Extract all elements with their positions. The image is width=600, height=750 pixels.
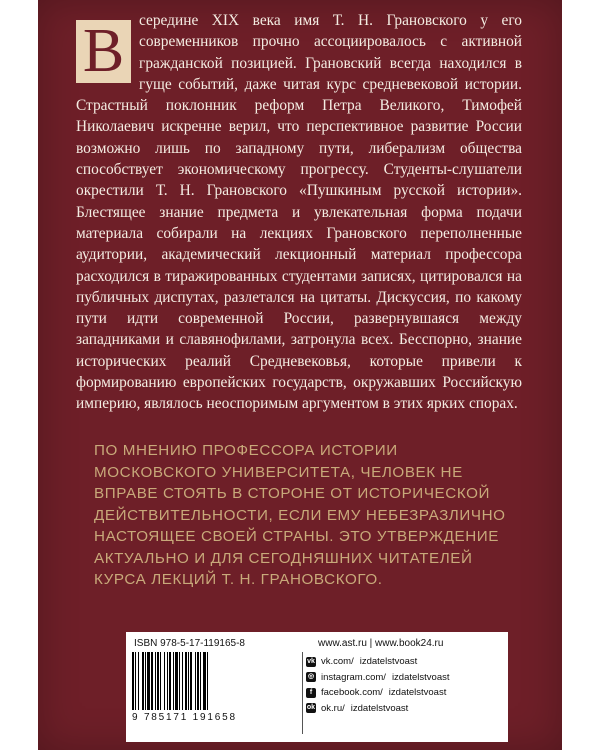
drop-cap: В bbox=[76, 20, 131, 83]
highlight-quote: ПО МНЕНИЮ ПРОФЕССОРА ИСТОРИИ МОСКОВСКОГО УНИВЕРСИТЕТА, ЧЕЛОВЕК НЕ ВПРАВЕ СТОЯТЬ В СТОРОНЕ ОТ ИСТОРИЧЕСКОЙ ДЕЙСТВИТЕЛЬНОСТИ, ЕСЛИ ЕМУ НЕБЕЗРАЗЛИЧНО НАСТОЯЩЕЕ СВОЕЙ СТРАНЫ. ЭТО УТВЕРЖДЕНИЕ АКТУАЛЬНО И ДЛЯ СЕГОДНЯШНИХ ЧИТАТЕЛЕЙ КУРСА ЛЕКЦИЙ Т. Н. ГРАНОВСКОГО. bbox=[94, 442, 506, 588]
social-handle: izdatelstvoast bbox=[391, 671, 450, 683]
vk-icon: vk bbox=[307, 657, 315, 665]
publisher-websites: www.ast.ru | www.book24.ru bbox=[318, 638, 444, 649]
social-links bbox=[306, 654, 502, 716]
social-url: facebook.com/ bbox=[321, 687, 383, 699]
barcode-number: 9 785171 191658 bbox=[132, 712, 237, 723]
main-text-block bbox=[76, 10, 522, 415]
social-url: instagram.com/ bbox=[321, 671, 386, 683]
barcode bbox=[132, 652, 294, 710]
publisher-info-box bbox=[126, 632, 508, 742]
social-url: vk.com/ bbox=[321, 656, 354, 668]
divider bbox=[302, 652, 303, 734]
social-link bbox=[306, 701, 502, 717]
ok-icon: ok bbox=[306, 704, 316, 712]
social-handle: izdatelstvoast bbox=[388, 687, 447, 699]
social-url: ok.ru/ bbox=[321, 702, 345, 714]
instagram-icon: ◎ bbox=[307, 673, 315, 681]
back-cover bbox=[38, 0, 562, 750]
main-paragraph: середине XIX века имя Т. Н. Грановского у его современников прочно ассоциировалось с активной гражданской позицией. Грановский всегда находился в гуще событий, даже читая курс средневековой истории. Страстный поклонник реформ Петра Великого, Тимофей Николаевич искренне верил, что перспективное развитие России возможно лишь по западному пути, либерализм общества способствует экономическому прогрессу. Студенты-слушатели окрестили Т. Н. Грановского «Пушкиным русской истории». Блестящее знание предмета и увлекательная форма подачи материала собирали на лекциях Грановского переполненные аудитории, академический лекционный материал профессора расходился в тиражированных студентами записях, цитировался на публичных диспутах, разлетался на цитаты. Дискуссия, по какому пути идти современной России, развернувшаяся между западниками и славянофилами, затронула всех. Бесспорно, знание исторических реалий Средневековья, которые привели к формированию европейских государств, окружавших Российскую империю, являлось неоспоримым аргументом в этих ярких спорах. bbox=[76, 12, 522, 413]
isbn-label: ISBN 978-5-17-119165-8 bbox=[134, 638, 245, 649]
social-link bbox=[306, 654, 502, 670]
social-link bbox=[306, 685, 502, 701]
barcode-stripe bbox=[208, 652, 209, 710]
social-handle: izdatelstvoast bbox=[350, 702, 409, 714]
social-link bbox=[306, 670, 502, 686]
social-handle: izdatelstvoast bbox=[359, 656, 418, 668]
facebook-icon: f bbox=[306, 688, 316, 698]
